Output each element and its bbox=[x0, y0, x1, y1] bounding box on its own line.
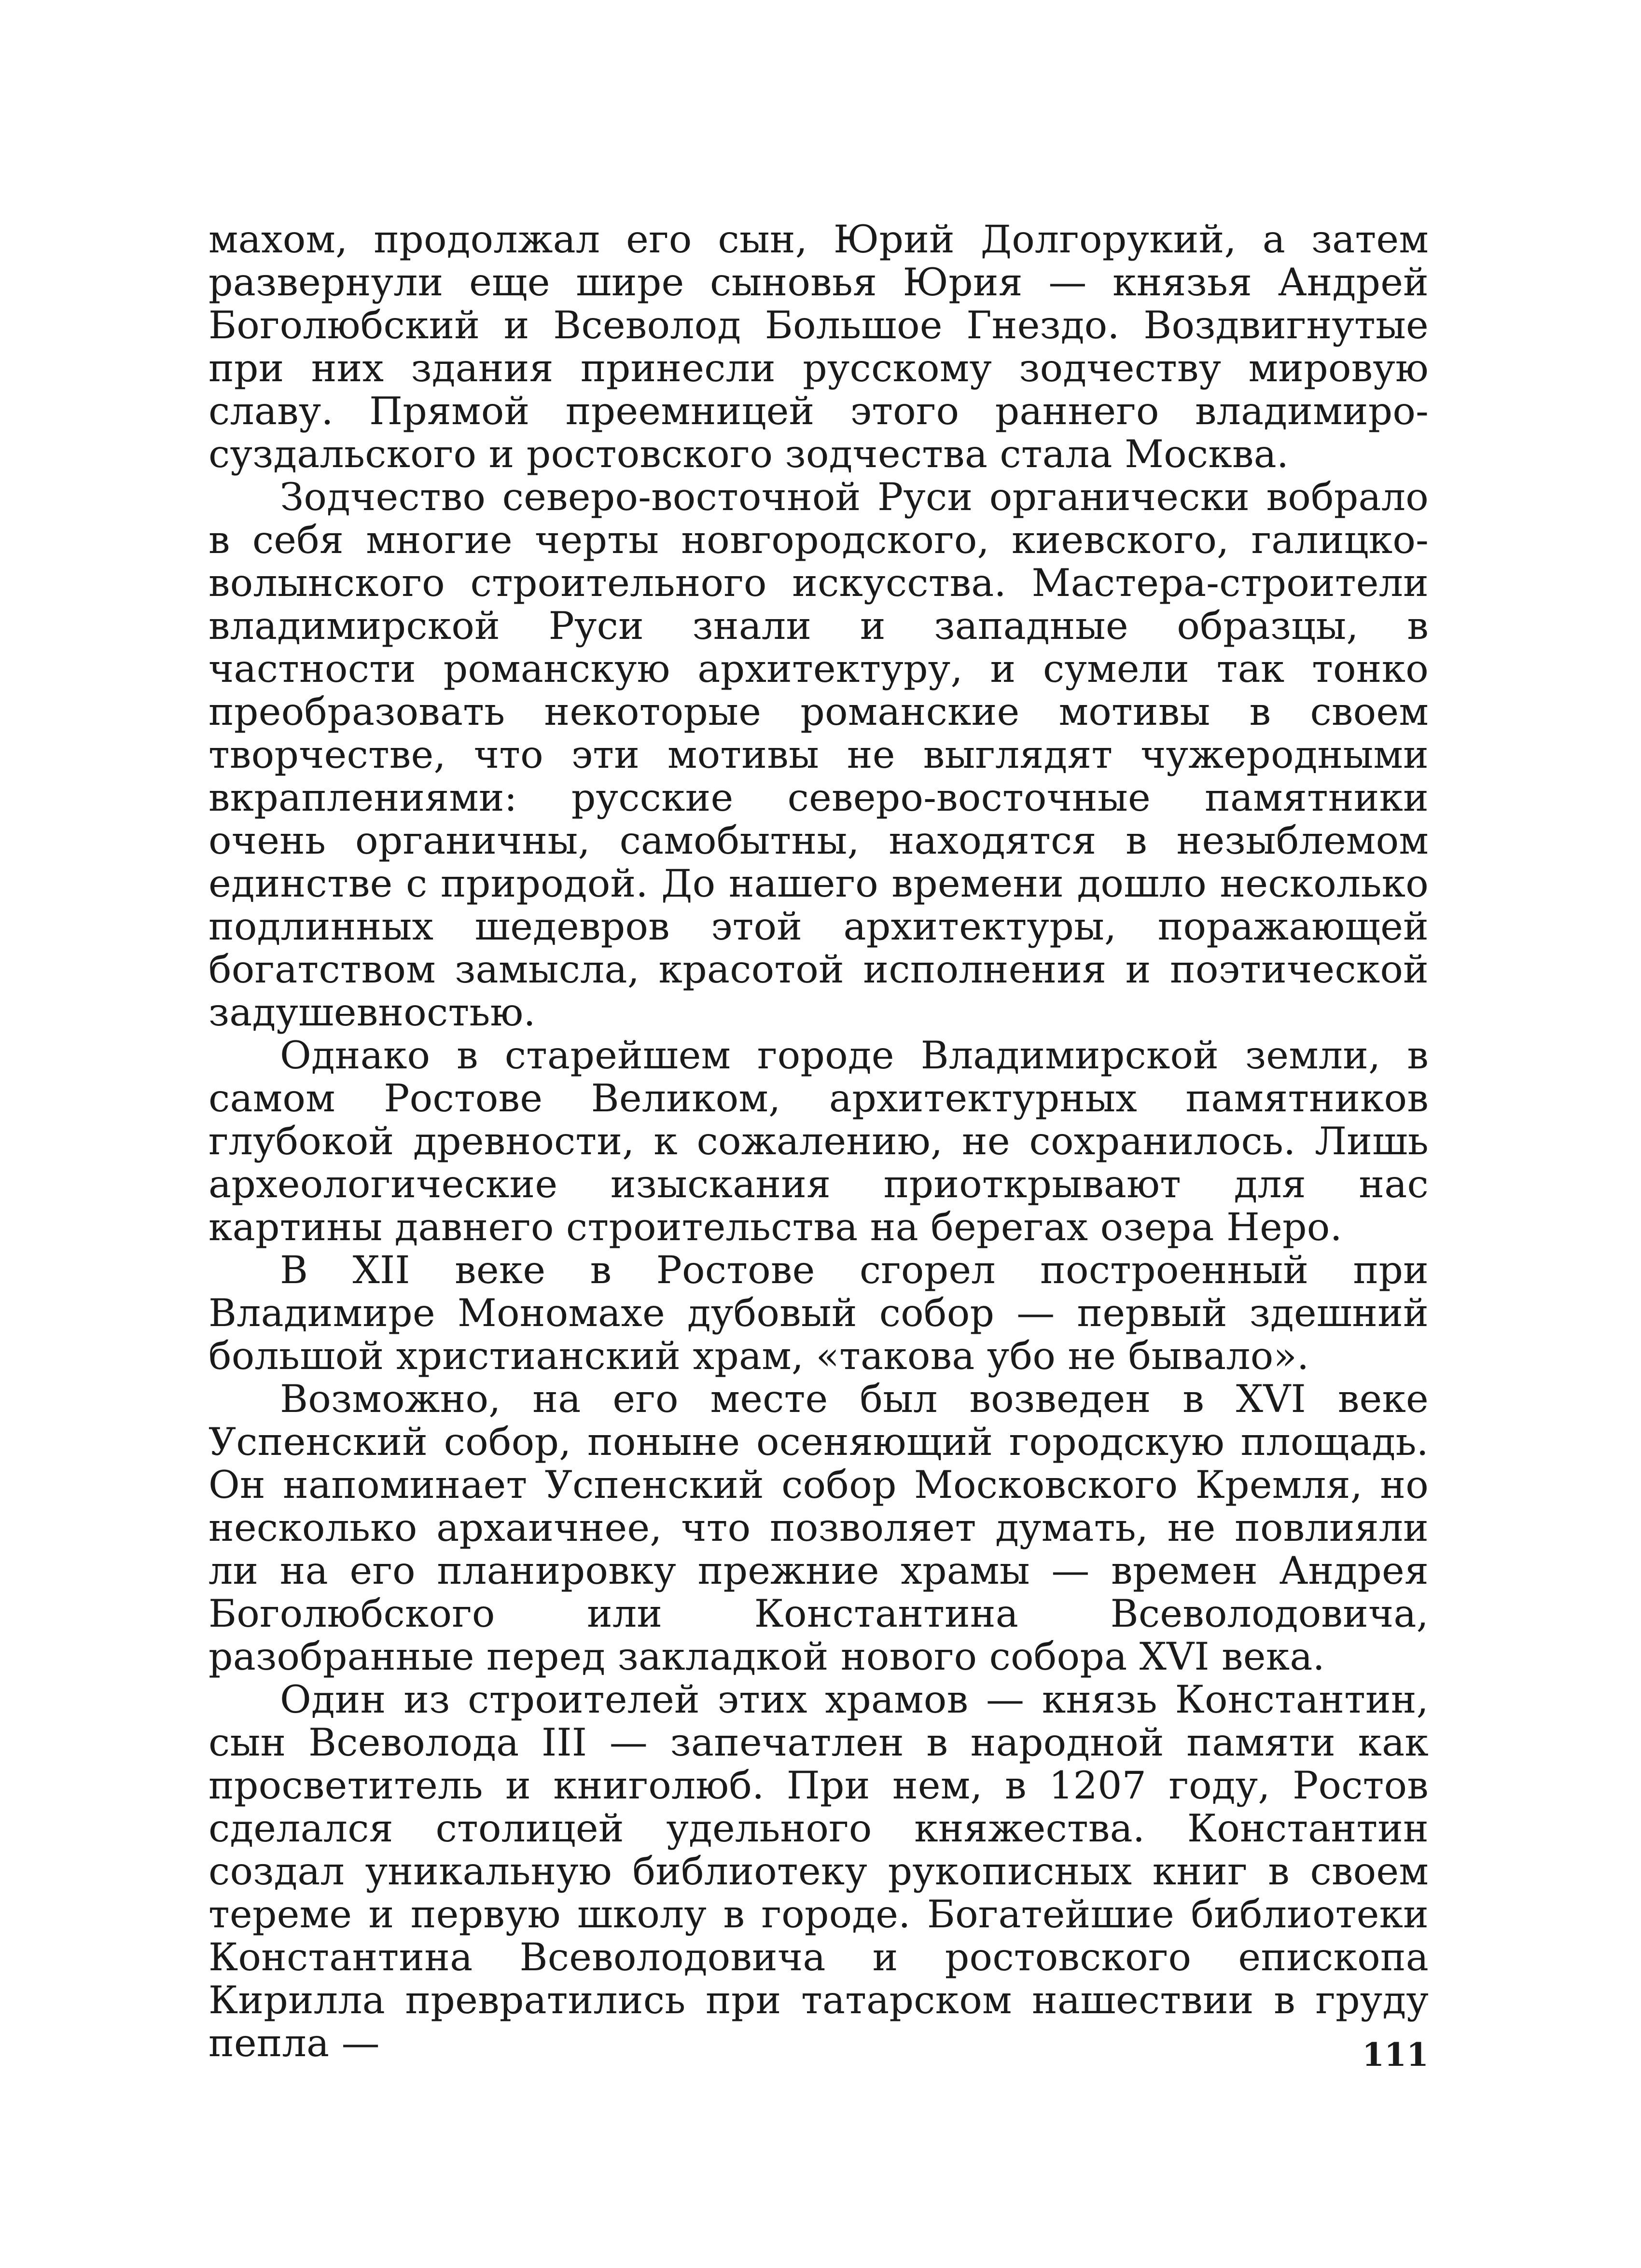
paragraph-4: В XII веке в Ростове сгорел построенный при Владимире Мономахе дубовый собор — первый здешний большой христианский храм, «такова убо не бывало». bbox=[209, 1248, 1429, 1378]
paragraph-2: Зодчество северо-восточной Руси органически вобрало в себя многие черты новгородского, киевского, галицко-волынского строительного искусства. Мастера-строители владимирской Руси знали и западные образцы, в частности романскую архитектуру, и сумели так тонко преобразовать некоторые романские мотивы в своем творчестве, что эти мотивы не выглядят чужеродными вкраплениями: русские северо-восточные памятники очень органичны, самобытны, находятся в незыблемом единстве с природой. До нашего времени дошло несколько подлинных шедевров этой архитектуры, поражающей богатством замысла, красотой исполнения и поэтической задушевностью. bbox=[209, 475, 1429, 1035]
page-number: 111 bbox=[1362, 2036, 1429, 2074]
body-text bbox=[209, 218, 1429, 2065]
paragraph-6: Один из строителей этих храмов — князь Константин, сын Всеволода III — запечатлен в народной памяти как просветитель и книголюб. При нем, в 1207 году, Ростов сделался столицей удельного княжества. Константин создал уникальную библиотеку рукописных книг в своем тереме и первую школу в городе. Богатейшие библиотеки Константина Всеволодовича и ростовского епископа Кирилла превратились при татарском нашествии в груду пепла — bbox=[209, 1677, 1429, 2065]
paragraph-5: Возможно, на его месте был возведен в XVI веке Успенский собор, поныне осеняющий городскую площадь. Он напоминает Успенский собор Московского Кремля, но несколько архаичнее, что позволяет думать, не повлияли ли на его планировку прежние храмы — времен Андрея Боголюбского или Константина Всеволодовича, разобранные перед закладкой нового собора XVI века. bbox=[209, 1377, 1429, 1679]
paragraph-3: Однако в старейшем городе Владимирской земли, в самом Ростове Великом, архитектурных памятников глубокой древности, к сожалению, не сохранилось. Лишь археологические изыскания приоткрывают для нас картины давнего строительства на берегах озера Неро. bbox=[209, 1033, 1429, 1249]
paragraph-1-continued: махом, продолжал его сын, Юрий Долгорукий, а затем развернули еще шире сыновья Юрия — князья Андрей Боголюбский и Всеволод Большое Гнездо. Воздвигнутые при них здания принесли русскому зодчеству мировую славу. Прямой преемницей этого раннего владимиро-суздальского и ростовского зодчества стала Москва. bbox=[209, 217, 1429, 476]
